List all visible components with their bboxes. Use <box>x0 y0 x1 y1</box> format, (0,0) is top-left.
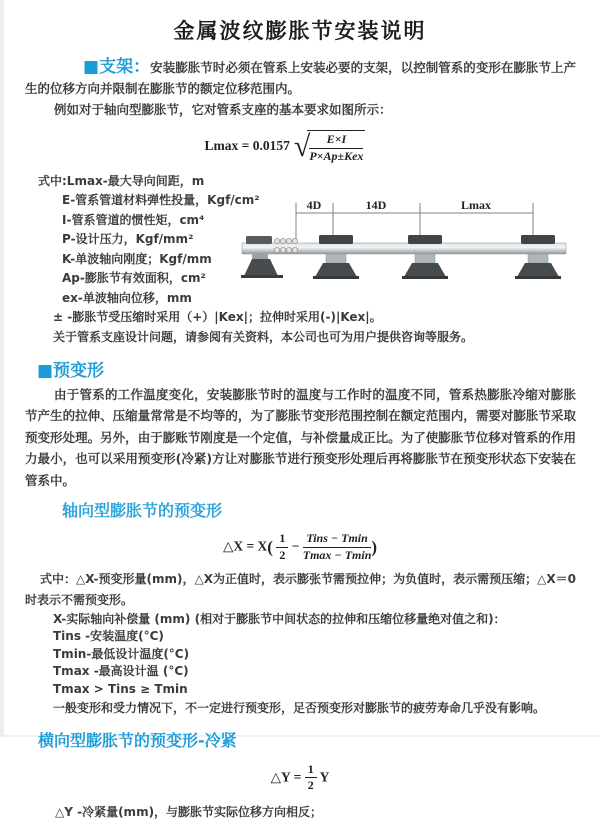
lmax-formula-radicand <box>307 130 365 164</box>
definition-line: ex-单波轴向位移，mm <box>62 290 192 305</box>
axial-formula-lhs: △X = X <box>222 538 268 554</box>
predeformation-section-heading: ■预变形 <box>37 360 105 381</box>
one-half-fraction <box>305 763 317 794</box>
guide-support <box>515 235 561 279</box>
definition-line: Tmin-最低设计温度(°C) <box>53 646 190 661</box>
span-label-14d: 14D <box>365 197 387 212</box>
left-paren: ( <box>267 537 273 557</box>
definition-line: 式中:Lmax-最大导向间距，m <box>38 173 205 188</box>
definition-line: 关于管系支座设计问题，请参阅有关资料，本公司也可为用户提供咨询等服务。 <box>53 329 474 344</box>
axial-subheading: 轴向型膨胀节的预变形 <box>62 501 223 521</box>
lateral-formula-rhs: Y <box>319 769 330 785</box>
support-example-line: 例如对于轴向型膨胀节，它对管系支座的基本要求如图所示： <box>54 102 392 117</box>
half-numerator: 1 <box>276 532 288 548</box>
definition-line: I-管系管道的惯性矩，cm⁴ <box>62 212 205 227</box>
definition-line: P-设计压力，Kgf/mm² <box>62 232 194 247</box>
minus-sign: − <box>291 538 300 554</box>
lmax-formula-lhs: Lmax = 0.0157 <box>204 137 290 153</box>
lateral-formula <box>0 763 600 794</box>
half-numerator: 1 <box>305 763 317 779</box>
predeformation-body: 由于管系的工作温度变化，安装膨胀节时的温度与工作时的温度不同，管系热膨胀冷缩对膨胀节产生的拉伸、压缩量常常是不均等的，为了膨胀节变形范围控制在额定范围内，需要对膨胀节采取预变形处理。另外，由于膨账节刚度是一个定值，与补偿量成正比。为了使膨胀节位移对管系的作用力最小，也可以采用预变形(冷紧)方让对膨胀节进行预变形处理后再将膨胀节在预变形状态下安装在管系中。 <box>25 386 576 488</box>
definition-line: K-单波轴向刚度；Kgf/mm <box>62 251 212 266</box>
lmax-formula <box>0 130 600 164</box>
span-label-4d: 4D <box>306 197 322 212</box>
right-paren: ) <box>371 537 378 557</box>
temperature-fraction-denominator: Tmax − Tmin <box>302 547 372 562</box>
definition-line: Ap-膨胀节有效面积，cm² <box>62 271 206 286</box>
page-title: 金属波纹膨胀节安装说明 <box>173 19 427 43</box>
axial-formula-explanation: 式中：△X-预变形量(mm)，△X为正值时，表示膨张节需预拉伸；为负值时，表示需预压缩；△X＝0时表示不需预变形。 <box>25 571 576 607</box>
support-section-heading: ■支架： <box>83 57 151 77</box>
definition-line: Tmax > Tins ≥ Tmin <box>53 681 188 696</box>
lmax-fraction <box>309 133 363 164</box>
definition-line: ± -膨胀节受压缩时采用（+）|Kex|；拉伸时采用(-)|Kex|。 <box>53 310 382 325</box>
axial-definitions-block <box>0 611 600 718</box>
support-intro-paragraph <box>25 57 576 99</box>
definition-line: E-管系管道材料弹性投量，Kgf/cm² <box>62 193 260 208</box>
definition-line: Tmax -最高设计温 (°C) <box>53 664 189 679</box>
lmax-fraction-denominator: P×Ap±Kex <box>309 148 364 163</box>
support-definitions-block <box>0 172 600 348</box>
lateral-definition-line: △Y -冷紧量(mm)，与膨胀节实际位移方向相反； <box>55 805 323 820</box>
span-label-lmax: Lmax <box>461 197 491 212</box>
pipe-support-diagram <box>238 196 570 298</box>
guide-support <box>402 235 448 279</box>
support-intro-text: 安装膨胀节时必须在管系上安装必要的支架，以控制管系的变形在膨胀节上产生的位移方向并限制在膨胀节的额定位移范围内。 <box>25 60 576 96</box>
temperature-fraction-numerator: Tins − Tmin <box>303 532 372 548</box>
one-half-fraction <box>276 532 288 563</box>
axial-note: 一般变形和受力情况下，不一定进行预变形，足否预变形对膨胀节的疲劳寿命几乎没有影响。 <box>53 701 546 716</box>
definition-line: Tins -安装温度(°C) <box>53 629 164 644</box>
lateral-subheading: 横向型膨胀节的预变形-冷紧 <box>38 730 237 750</box>
square-root-sign: √ <box>293 129 311 163</box>
lateral-formula-lhs: △Y = <box>270 769 302 785</box>
lmax-fraction-numerator: E×I <box>309 133 363 149</box>
half-denominator: 2 <box>307 778 314 793</box>
temperature-fraction <box>303 532 372 563</box>
axial-formula <box>0 532 600 563</box>
guide-support <box>313 235 359 279</box>
definition-line: X-实际轴向补偿量 (mm) (相对于膨胀节中间状态的拉伸和压缩位移量绝对值之和)： <box>53 611 506 626</box>
half-denominator: 2 <box>279 547 286 562</box>
